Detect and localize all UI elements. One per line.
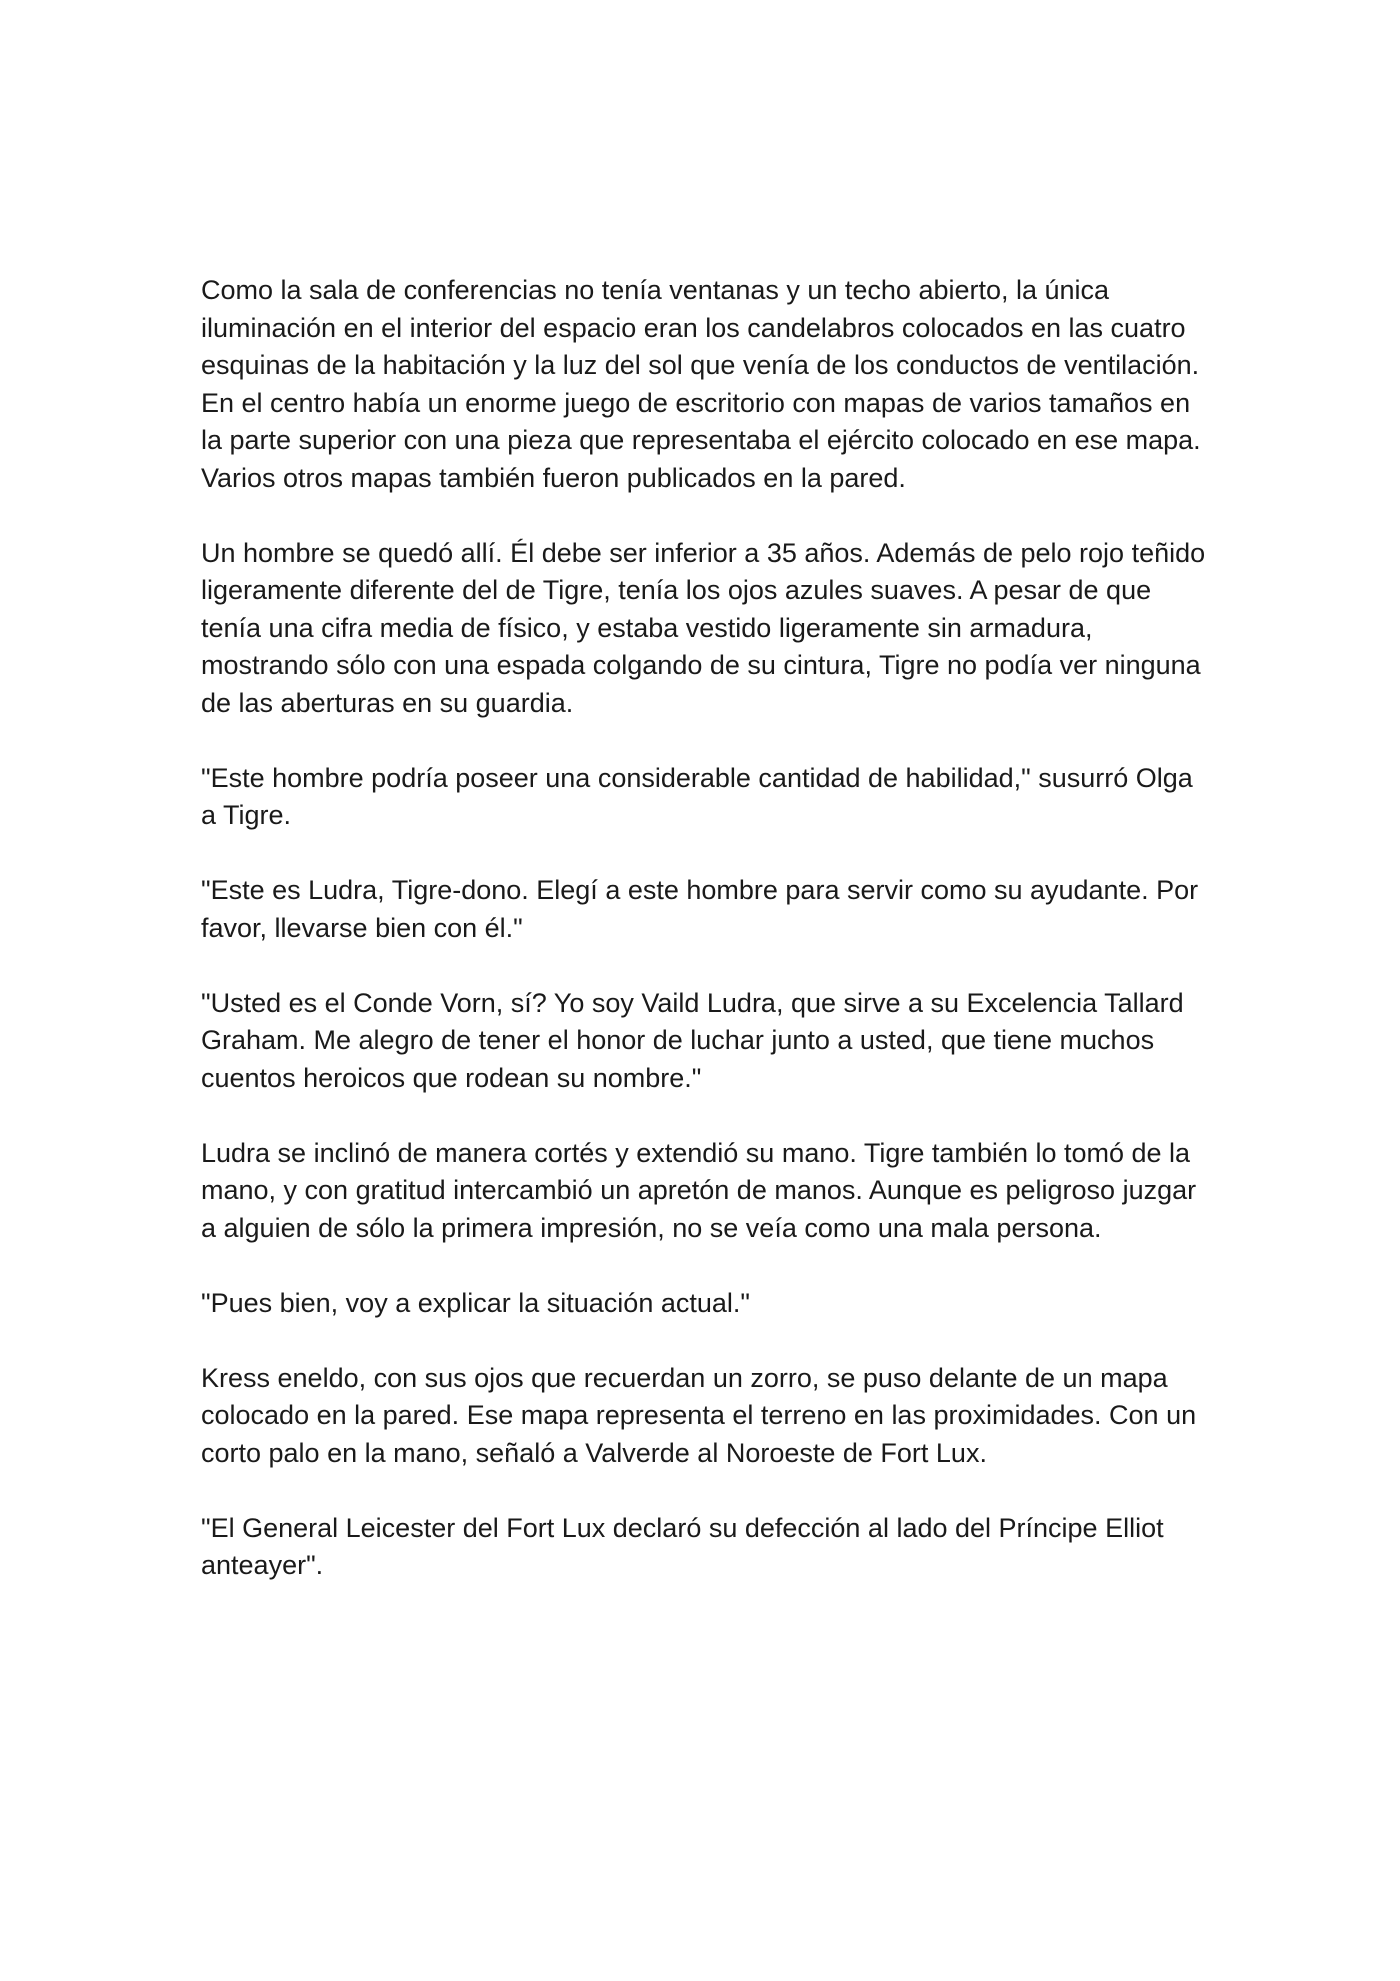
paragraph-3: "Este hombre podría poseer una considerable cantidad de habilidad," susurró Olga a Tigre. [201, 762, 1193, 830]
paragraph-8: Kress eneldo, con sus ojos que recuerdan un zorro, se puso delante de un mapa colocado en la pared. Ese mapa representa el terreno en las proximidades. Con un corto palo en la mano, señaló a Valverde al Noroeste de Fort Lux. [201, 1362, 1197, 1468]
paragraph-6: Ludra se inclinó de manera cortés y extendió su mano. Tigre también lo tomó de la mano, y con gratitud intercambió un apretón de manos. Aunque es peligroso juzgar a alguien de sólo la primera impresión, no se veía como una mala persona. [201, 1137, 1197, 1243]
paragraph-9: "El General Leicester del Fort Lux declaró su defección al lado del Príncipe Elliot anteayer". [201, 1512, 1164, 1580]
paragraph-5: "Usted es el Conde Vorn, sí? Yo soy Vaild Ludra, que sirve a su Excelencia Tallard Graham. Me alegro de tener el honor de luchar junto a usted, que tiene muchos cuentos heroicos que rodean su nombre." [201, 987, 1184, 1093]
paragraph-2: Un hombre se quedó allí. Él debe ser inferior a 35 años. Además de pelo rojo teñido ligeramente diferente del de Tigre, tenía los ojos azules suaves. A pesar de que tenía una cifra media de físico, y estaba vestido ligeramente sin armadura, mostrando sólo con una espada colgando de su cintura, Tigre no podía ver ninguna de las aberturas en su guardia. [201, 537, 1206, 718]
document-body [201, 272, 1211, 1622]
paragraph-4: "Este es Ludra, Tigre-dono. Elegí a este hombre para servir como su ayudante. Por favor, llevarse bien con él." [201, 875, 1199, 943]
paragraph-1: Como la sala de conferencias no tenía ventanas y un techo abierto, la única iluminación en el interior del espacio eran los candelabros colocados en las cuatro esquinas de la habitación y la luz del sol que venía de los conductos de ventilación. En el centro había un enorme juego de escritorio con mapas de varios tamaños en la parte superior con una pieza que representaba el ejército colocado en ese mapa. Varios otros mapas también fueron publicados en la pared. [201, 275, 1201, 493]
paragraph-7: "Pues bien, voy a explicar la situación actual." [201, 1287, 750, 1318]
